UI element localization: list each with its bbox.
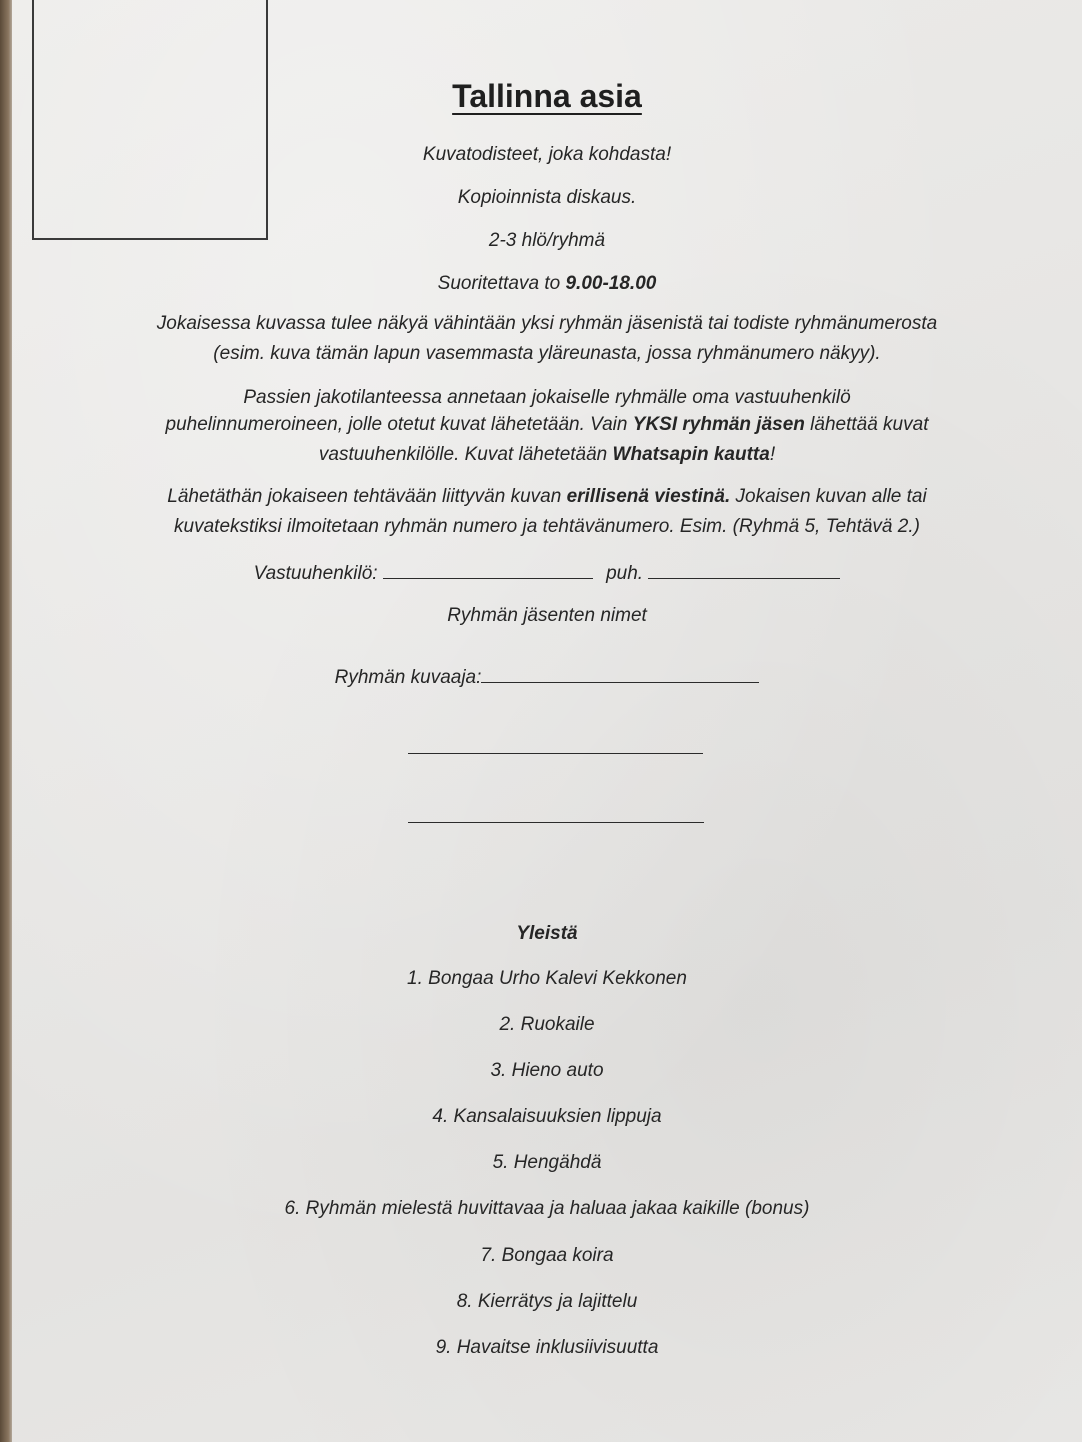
task-4: 4. Kansalaisuuksien lippuja: [432, 1106, 662, 1127]
deadline-prefix: Suoritettava to: [437, 273, 566, 294]
member-name-field-1[interactable]: [408, 753, 703, 754]
para1-line1: Jokaisessa kuvassa tulee näkyä vähintään yksi ryhmän jäsenistä tai todiste ryhmänumerosta: [156, 313, 938, 334]
members-heading: Ryhmän jäsenten nimet: [447, 605, 647, 626]
task-2: 2. Ruokaile: [499, 1014, 595, 1035]
phone-field[interactable]: [648, 558, 840, 579]
task-5: 5. Hengähdä: [492, 1152, 602, 1173]
task-7: 7. Bongaa koira: [480, 1245, 614, 1266]
para2-line3-a: vastuuhenkilölle. Kuvat lähetetään: [318, 444, 613, 465]
para2-line3-b: !: [769, 444, 776, 465]
para3-line1: [12, 482, 1082, 512]
photographer-field[interactable]: [481, 662, 759, 683]
para2-line3-bold: Whatsapin kautta: [612, 444, 770, 465]
task-8: 8. Kierrätys ja lajittelu: [456, 1291, 638, 1312]
photographer-label: Ryhmän kuvaaja:: [334, 667, 482, 688]
task-1: 1. Bongaa Urho Kalevi Kekkonen: [407, 968, 687, 989]
para2-line1: Passien jakotilanteessa annetaan jokaiselle ryhmälle oma vastuuhenkilö: [243, 387, 851, 408]
photographer-line: [12, 662, 1082, 693]
paper-sheet: [12, 0, 1082, 1442]
member-name-field-2[interactable]: [408, 822, 704, 823]
contact-label: Vastuuhenkilö:: [253, 563, 378, 584]
para2-line3: [12, 440, 1082, 470]
para3-line1-b: Jokaisen kuvan alle tai: [730, 486, 927, 507]
contact-name-field[interactable]: [383, 558, 593, 579]
page-title: Tallinna asia: [452, 78, 642, 114]
para2-line2: [12, 410, 1082, 440]
para2-line2-a: puhelinnumeroineen, jolle otetut kuvat lähetetään. Vain: [165, 414, 633, 435]
subtitle-proof: Kuvatodisteet, joka kohdasta!: [422, 144, 672, 165]
task-6: 6. Ryhmän mielestä huvittavaa ja haluaa jakaa kaikille (bonus): [284, 1198, 810, 1219]
para2-line2-b: lähettää kuvat: [804, 414, 929, 435]
subtitle-group-size: 2-3 hlö/ryhmä: [488, 230, 606, 251]
para3-line1-bold: erillisenä viestinä.: [566, 486, 731, 507]
section-heading: Yleistä: [516, 923, 578, 944]
task-3: 3. Hieno auto: [490, 1060, 604, 1081]
para2-line2-bold: YKSI ryhmän jäsen: [632, 414, 805, 435]
para1-line2: (esim. kuva tämän lapun vasemmasta yläreunasta, jossa ryhmänumero näkyy).: [213, 343, 881, 364]
contact-line: [12, 558, 1082, 589]
page-title-wrap: [12, 78, 1082, 115]
task-9: 9. Havaitse inklusiivisuutta: [435, 1337, 659, 1358]
deadline-time: 9.00-18.00: [565, 273, 657, 294]
deadline-line: [12, 269, 1082, 299]
phone-label: puh.: [606, 563, 644, 584]
para3-line1-a: Lähetäthän jokaiseen tehtävään liittyvän kuvan: [167, 486, 567, 507]
subtitle-copy: Kopioinnista diskaus.: [457, 187, 637, 208]
para3-line2: kuvatekstiksi ilmoitetaan ryhmän numero ja tehtävänumero. Esim. (Ryhmä 5, Tehtävä 2.): [174, 516, 920, 537]
